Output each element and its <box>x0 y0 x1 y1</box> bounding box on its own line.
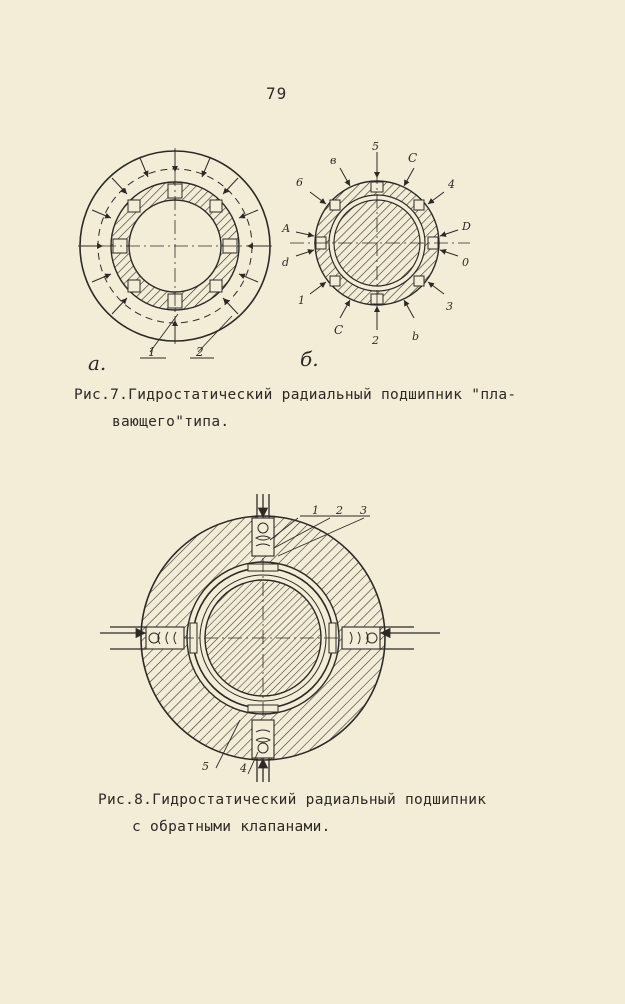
fig7b-label-v: в <box>330 154 337 167</box>
fig7b-label-3: 3 <box>446 300 453 313</box>
figure-8-caption-line2: с обратными клапанами. <box>132 819 331 835</box>
figure-7-caption-line1: Рис.7.Гидростатический радиальный подшипник "пла- <box>74 387 517 403</box>
figure-8-caption-line1: Рис.8.Гидростатический радиальный подшипник <box>98 792 487 808</box>
fig7b-label-1: 1 <box>298 294 305 307</box>
fig7b-label-5: 5 <box>372 140 379 153</box>
fig7a-label: a. <box>88 351 107 375</box>
fig8-callout-5: 5 <box>202 760 209 773</box>
fig7b-label-4: 4 <box>448 178 455 191</box>
fig7b-label-b: b <box>412 330 420 343</box>
fig8-callout-2: 2 <box>336 504 343 517</box>
fig7b-label-0: 0 <box>462 256 469 269</box>
figure-7-caption-line2: вающего"типа. <box>112 414 230 430</box>
fig8-callout-4: 4 <box>240 762 247 775</box>
fig8-callout-3: 3 <box>360 504 367 517</box>
fig7b-label: б. <box>300 347 319 371</box>
fig7a-callout-2: 2 <box>196 345 204 359</box>
fig7b-label-c-top: С <box>408 151 418 165</box>
fig7b-label-d-small: d <box>282 256 290 269</box>
fig7b-label-c-bottom: С <box>334 323 344 337</box>
fig8-callout-1: 1 <box>312 504 319 517</box>
fig7b-label-d: D <box>462 220 471 233</box>
fig7b-label-a: А <box>282 222 291 235</box>
fig7a-callout-1: 1 <box>148 345 156 359</box>
fig7b-label-2: 2 <box>372 334 379 347</box>
fig7b-label-6: 6 <box>296 176 303 189</box>
page-number: 79 <box>266 84 288 103</box>
